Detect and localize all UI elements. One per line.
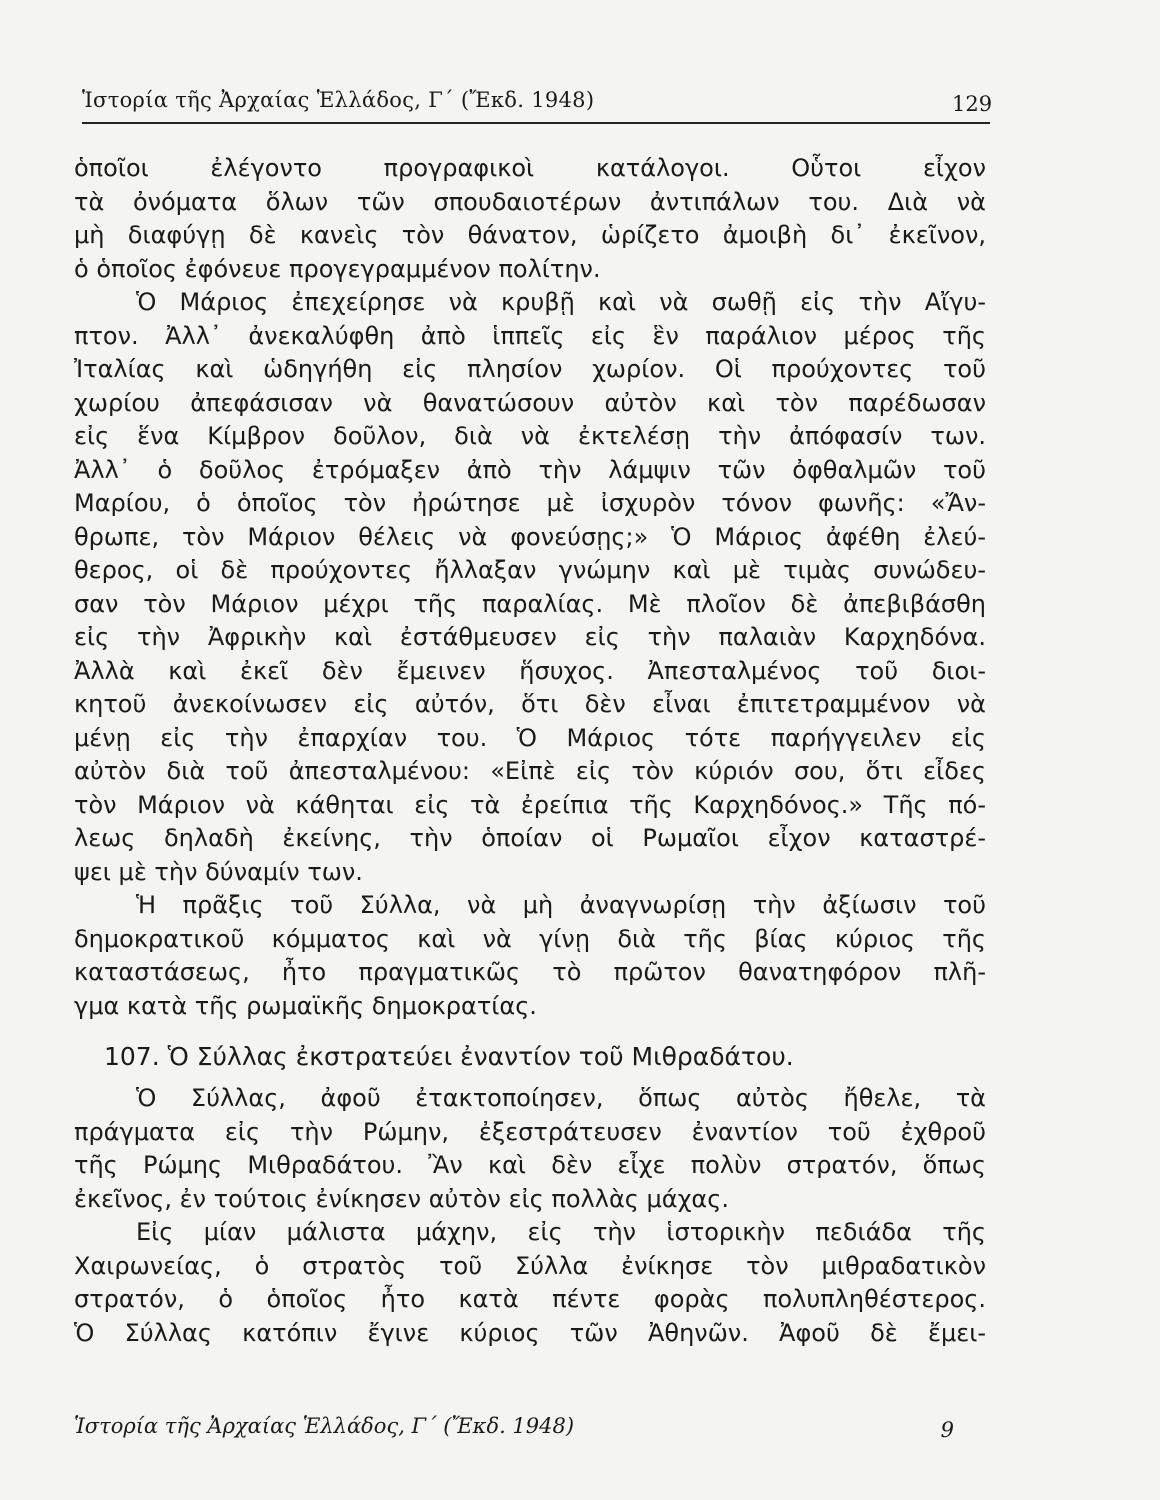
text-line: Ἰταλίας καὶ ὡδηγήθη εἰς πλησίον χωρίον. Οἱ προύχοντες τοῦ [74, 355, 986, 383]
text-line: μένῃ εἰς τὴν ἐπαρχίαν του. Ὁ Μάριος τότε παρήγγειλεν εἰς [74, 723, 986, 752]
text-line: ψει μὲ τὴν δύναμίν των. [74, 857, 363, 886]
text-line: σαν τὸν Μάριον μέχρι τῆς παραλίας. Μὲ πλοῖον δὲ ἀπεβιβάσθη [74, 589, 986, 618]
text-line: ἐκεῖνος, ἐν τούτοις ἐνίκησεν αὐτὸν εἰς πολλὰς μάχας. [74, 1184, 729, 1213]
footer-title: Ἱστορία τῆς Ἀρχαίας Ἑλλάδος, Γ΄ (Ἔκδ. 1948) [74, 1414, 575, 1438]
running-head: Ἱστορία τῆς Ἀρχαίας Ἑλλάδος, Γ΄ (Ἔκδ. 1948) [82, 88, 595, 112]
text-line: χωρίου ἀπεφάσισαν νὰ θανατώσουν αὐτὸν καὶ τὸν παρέδωσαν [74, 388, 986, 417]
text-line: τὸν Μάριον νὰ κάθηται εἰς τὰ ἐρείπια τῆς Καρχηδόνος.» Τῆς πό- [74, 790, 986, 819]
body-text [74, 152, 986, 1350]
text-line: θερος, οἱ δὲ προύχοντες ἤλλαξαν γνώμην καὶ μὲ τιμὰς συνώδευ- [74, 556, 986, 584]
text-line: Ἀλλ᾽ ὁ δοῦλος ἐτρόμαξεν ἀπὸ τὴν λάμψιν τῶν ὀφθαλμῶν τοῦ [74, 455, 986, 484]
text-line: κητοῦ ἀνεκοίνωσεν εἰς αὐτόν, ὅτι δὲν εἶναι ἐπιτετραμμένον νὰ [74, 690, 986, 718]
text-line: Ὁ Μάριος ἐπεχείρησε νὰ κρυβῇ καὶ νὰ σωθῇ εἰς τὴν Αἴγυ- [136, 288, 986, 316]
header-rule [82, 122, 990, 124]
text-line: Εἰς μίαν μάλιστα μάχην, εἰς τὴν ἱστορικὴν πεδιάδα τῆς [136, 1218, 986, 1246]
text-line: λεως δηλαδὴ ἐκείνης, τὴν ὁποίαν οἱ Ρωμαῖοι εἶχον καταστρέ- [74, 824, 986, 852]
text-line: τῆς Ρώμης Μιθραδάτου. Ἂν καὶ δὲν εἶχε πολὺν στρατόν, ὅπως [74, 1151, 986, 1179]
text-line: καταστάσεως, ἦτο πραγματικῶς τὸ πρῶτον θανατηφόρον πλῆ- [74, 958, 986, 986]
text-line: ὁ ὁποῖος ἐφόνευε προγεγραμμένον πολίτην. [74, 254, 601, 283]
text-line: μὴ διαφύγῃ δὲ κανεὶς τὸν θάνατον, ὡρίζετο ἀμοιβὴ δι᾽ ἐκεῖνον, [74, 221, 986, 249]
page-number: 129 [952, 92, 993, 116]
text-line: αὐτὸν διὰ τοῦ ἀπεσταλμένου: «Εἰπὲ εἰς τὸν κύριόν σου, ὅτι εἶδες [74, 757, 986, 785]
text-line: Ὁ Σύλλας, ἀφοῦ ἐτακτοποίησεν, ὅπως αὐτὸς ἤθελε, τὰ [136, 1084, 986, 1112]
text-line: ὁποῖοι ἐλέγοντο προγραφικοὶ κατάλογοι. Οὗτοι εἶχον [74, 154, 986, 182]
text-line: εἰς τὴν Ἀφρικὴν καὶ ἐστάθμευσεν εἰς τὴν παλαιὰν Καρχηδόνα. [74, 623, 986, 651]
text-line: Ὁ Σύλλας κατόπιν ἔγινε κύριος τῶν Ἀθηνῶν. Ἀφοῦ δὲ ἔμει- [74, 1318, 986, 1347]
text-line: πράγματα εἰς τὴν Ρώμην, ἐξεστράτευσεν ἐναντίον τοῦ ἐχθροῦ [74, 1117, 986, 1146]
text-line: Ἡ πρᾶξις τοῦ Σύλλα, νὰ μὴ ἀναγνωρίσῃ τὴν ἀξίωσιν τοῦ [136, 891, 986, 919]
text-line: θρωπε, τὸν Μάριον θέλεις νὰ φονεύσῃς;» Ὁ Μάριος ἀφέθη ἐλεύ- [74, 522, 986, 551]
text-line: Μαρίου, ὁ ὁποῖος τὸν ἠρώτησε μὲ ἰσχυρὸν τόνον φωνῆς: «Ἄν- [74, 489, 986, 517]
signature-mark: 9 [940, 1418, 954, 1442]
text-line: εἰς ἕνα Κίμβρον δοῦλον, διὰ νὰ ἐκτελέσῃ τὴν ἀπόφασίν των. [74, 422, 986, 450]
text-line: γμα κατὰ τῆς ρωμαϊκῆς δημοκρατίας. [74, 991, 537, 1020]
text-line: πτον. Ἀλλ᾽ ἀνεκαλύφθη ἀπὸ ἱππεῖς εἰς ἓν παράλιον μέρος τῆς [74, 321, 986, 350]
section-heading: 107. Ὁ Σύλλας ἐκστρατεύει ἐναντίον τοῦ Μιθραδάτου. [104, 1042, 794, 1071]
text-line: στρατόν, ὁ ὁποῖος ἦτο κατὰ πέντε φορὰς πολυπληθέστερος. [74, 1285, 986, 1313]
text-line: Χαιρωνείας, ὁ στρατὸς τοῦ Σύλλα ἐνίκησε τὸν μιθραδατικὸν [74, 1251, 986, 1280]
text-line: δημοκρατικοῦ κόμματος καὶ νὰ γίνῃ διὰ τῆς βίας κύριος τῆς [74, 924, 986, 953]
text-line: τὰ ὀνόματα ὅλων τῶν σπουδαιοτέρων ἀντιπάλων του. Διὰ νὰ [74, 187, 986, 216]
text-line: Ἀλλὰ καὶ ἐκεῖ δὲν ἔμεινεν ἥσυχος. Ἀπεσταλμένος τοῦ διοι- [74, 656, 986, 685]
